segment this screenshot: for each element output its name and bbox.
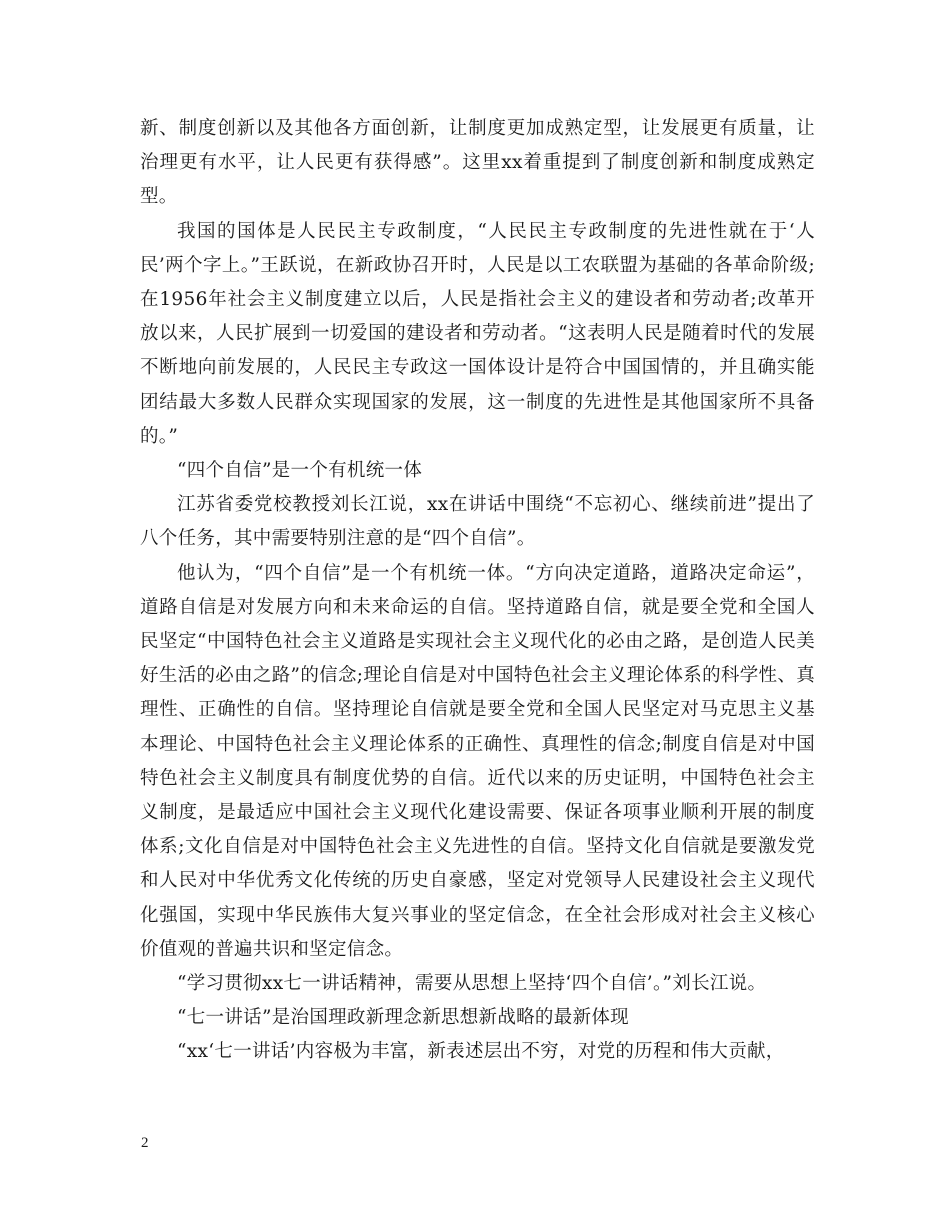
paragraph-6: “xx‘七一讲话’内容极为丰富，新表述层出不穷，对党的历程和伟大贡献， bbox=[177, 1041, 785, 1063]
section-heading-july-first-speech: “七一讲话”是治国理政新理念新思想新战略的最新体现 bbox=[177, 1007, 629, 1029]
page-number: 2 bbox=[141, 1135, 149, 1151]
paragraph-4: 他认为，“四个自信”是一个有机统一体。“方向决定道路，道路决定命运”，道路自信是对发展方向和未来命运的自信。坚持道路自信，就是要全党和全国人民坚定“中国特色社会主义道路是实现社会主义现代化的必由之路，是创造人民美好生活的必由之路”的信念;理论自信是对中国特色社会主义理论体系的科学性、真理性、正确性的自信。坚持理论自信就是要全党和全国人民坚定对马克思主义基本理论、中国特色社会主义理论体系的正确性、真理性的信念;制度自信是对中国特色社会主义制度具有制度优势的自信。近代以来的历史证明，中国特色社会主义制度，是最适应中国社会主义现代化建设需要、保证各项事业顺利开展的制度体系;文化自信是对中国特色社会主义先进性的自信。坚持文化自信就是要激发党和人民对中华优秀文化传统的历史自豪感，坚定对党领导人民建设社会主义现代化强国，实现中华民族伟大复兴事业的坚定信念，在全社会形成对社会主义核心价值观的普遍共识和坚定信念。 bbox=[140, 562, 815, 960]
paragraph-2: 我国的国体是人民民主专政制度，“人民民主专政制度的先进性就在于‘人民’两个字上。”王跃说，在新政协召开时，人民是以工农联盟为基础的各革命阶级;在1956年社会主义制度建立以后，人民是指社会主义的建设者和劳动者;改革开放以来，人民扩展到一切爱国的建设者和劳动者。“这表明人民是随着时代的发展不断地向前发展的，人民民主专政这一国体设计是符合中国国情的，并且确实能团结最大多数人民群众实现国家的发展，这一制度的先进性是其他国家所不具备的。” bbox=[140, 220, 815, 447]
paragraph-1: 新、制度创新以及其他各方面创新，让制度更加成熟定型，让发展更有质量，让治理更有水平，让人民更有获得感”。这里xx着重提到了制度创新和制度成熟定型。 bbox=[140, 118, 815, 208]
section-heading-four-confidences: “四个自信”是一个有机统一体 bbox=[177, 460, 423, 482]
document-body bbox=[140, 112, 815, 1070]
paragraph-3: 江苏省委党校教授刘长江说，xx在讲话中围绕“不忘初心、继续前进”提出了八个任务，其中需要特别注意的是“四个自信”。 bbox=[140, 494, 815, 550]
paragraph-5: “学习贯彻xx七一讲话精神，需要从思想上坚持‘四个自信’。”刘长江说。 bbox=[177, 973, 767, 995]
